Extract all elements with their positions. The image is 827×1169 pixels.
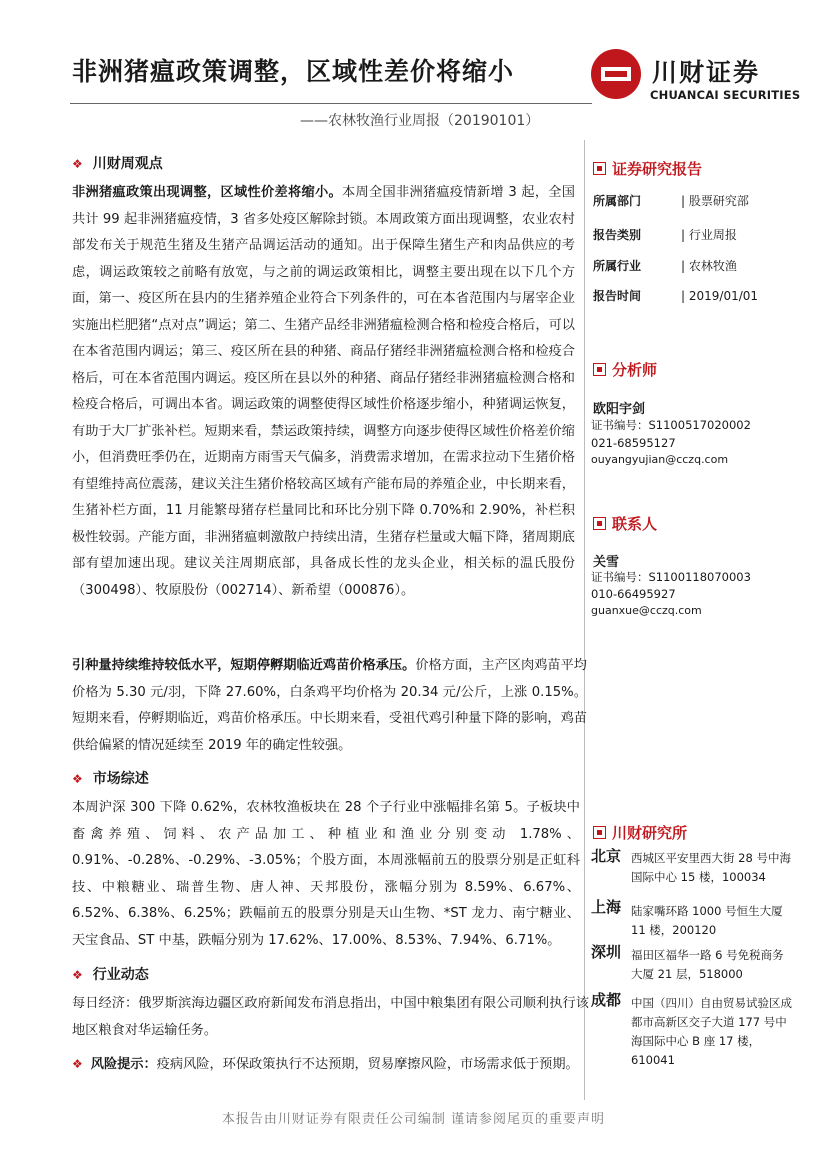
info-value: | 农林牧渔 bbox=[681, 259, 737, 273]
square-bullet-icon bbox=[593, 826, 606, 839]
info-row-department bbox=[593, 192, 793, 209]
sidebar-heading-text: 分析师 bbox=[612, 361, 658, 379]
header-divider bbox=[70, 103, 592, 104]
section-title: 川财周观点 bbox=[92, 156, 163, 172]
sidebar-heading-text: 证券研究报告 bbox=[612, 160, 703, 178]
office-city: 成都 bbox=[591, 991, 622, 1009]
logo-text-en: CHUANCAI SECURITIES bbox=[650, 88, 801, 102]
sidebar-heading-text: 川财研究所 bbox=[612, 824, 688, 842]
logo-text-cn: 川财证券 bbox=[652, 58, 761, 87]
page-subtitle: ——农林牧渔行业周报（20190101） bbox=[300, 113, 540, 129]
office-city: 上海 bbox=[591, 898, 622, 916]
paragraph-body: 价格方面，主产区肉鸡苗平均价格为 5.30 元/羽，下降 27.60%，白条鸡平均价格为 20.34 元/公斤，上涨 0.15%。短期来看，停孵期临近，鸡苗价格承压。中长期来看，受祖代鸡引种量下降的影响，鸡苗供给偏紧的情况延续至 2019 年的确定性较强。 bbox=[72, 658, 587, 753]
info-value: | 股票研究部 bbox=[681, 194, 749, 208]
paragraph-body: 每日经济：俄罗斯滨海边疆区政府新闻发布消息指出，中国中粮集团有限公司顺利执行该地区粮食对华运输任务。 bbox=[72, 996, 589, 1038]
column-divider bbox=[584, 140, 585, 1100]
info-row-type bbox=[593, 226, 793, 243]
square-bullet-icon bbox=[593, 363, 606, 376]
info-label: 报告时间 bbox=[593, 289, 642, 303]
paragraph-lead: 非洲猪瘟政策出现调整，区域性价差将缩小。 bbox=[72, 185, 342, 200]
page-title: 非洲猪瘟政策调整，区域性差价将缩小 bbox=[72, 57, 515, 86]
info-row-industry bbox=[593, 257, 793, 274]
diamond-bullet-icon: ❖ bbox=[72, 968, 83, 982]
square-bullet-icon bbox=[593, 162, 606, 175]
sidebar-heading-text: 联系人 bbox=[612, 515, 658, 533]
industry-paragraph bbox=[72, 991, 589, 1044]
analyst-email[interactable]: ouyangyujian@cczq.com bbox=[591, 453, 729, 466]
info-label: 所属行业 bbox=[593, 259, 642, 273]
info-label: 报告类别 bbox=[593, 228, 642, 242]
risk-paragraph bbox=[72, 1051, 589, 1079]
info-label: 所属部门 bbox=[593, 194, 642, 208]
paragraph-body: 本周沪深 300 下降 0.62%，农林牧渔板块在 28 个子行业中涨幅排名第 5。子板块中畜禽养殖、饲料、农产品加工、种植业和渔业分别变动 1.78%、0.91%、-0.28%、-0.29%、-3.05%；个股方面，本周涨幅前五的股票分别是正虹科技、中粮糖业、瑞普生物、唐人神、天邦股份，涨幅分别为 8.59%、6.67%、6.52%、6.38%、6.25%；跌幅前五的股票分别是天山生物、*ST 龙力、南宁糖业、天宝食品、ST 中基，跌幅分别为 17.62%、17.00%、8.53%、7.94%、6.71%。 bbox=[72, 800, 580, 948]
paragraph-lead: 引种量持续维持较低水平，短期停孵期临近鸡苗价格承压。 bbox=[72, 658, 416, 673]
office-address: 福田区福华一路 6 号免税商务大厦 21 层，518000 bbox=[631, 948, 784, 981]
analyst-name: 欧阳宇剑 bbox=[593, 402, 646, 417]
diamond-bullet-icon: ❖ bbox=[72, 772, 83, 786]
logo-mark-icon bbox=[590, 48, 642, 100]
sidebar-heading-report bbox=[593, 158, 702, 179]
page-footer: 本报告由川财证券有限责任公司编制 谨请参阅尾页的重要声明 bbox=[221, 1112, 606, 1127]
market-paragraph bbox=[72, 795, 580, 954]
office-address: 中国（四川）自由贸易试验区成都市高新区交子大道 177 号中海国际中心 B 座 17 楼，610041 bbox=[631, 996, 792, 1067]
sidebar-heading-institute bbox=[593, 822, 687, 843]
info-value: | 行业周报 bbox=[681, 228, 737, 242]
square-bullet-icon bbox=[593, 517, 606, 530]
diamond-bullet-icon: ❖ bbox=[72, 157, 83, 171]
section-heading-views bbox=[72, 153, 163, 173]
contact-phone: 010-66495927 bbox=[591, 587, 676, 601]
contact-email[interactable]: guanxue@cczq.com bbox=[591, 604, 702, 617]
section-heading-market bbox=[72, 768, 149, 788]
views-paragraph-2 bbox=[72, 653, 587, 759]
views-paragraph-1 bbox=[72, 180, 575, 604]
office-address: 西城区平安里西大街 28 号中海国际中心 15 楼，100034 bbox=[631, 851, 791, 884]
office-city: 深圳 bbox=[591, 943, 622, 961]
risk-label: 风险提示： bbox=[90, 1057, 157, 1072]
contact-name: 关雪 bbox=[593, 555, 620, 570]
company-logo bbox=[590, 48, 801, 108]
sidebar-heading-contact bbox=[593, 513, 657, 534]
analyst-cert: 证书编号：S1100517020002 bbox=[591, 418, 751, 432]
section-title: 行业动态 bbox=[92, 967, 149, 983]
sidebar-heading-analyst bbox=[593, 359, 657, 380]
diamond-bullet-icon: ❖ bbox=[72, 1057, 83, 1071]
office-city: 北京 bbox=[591, 847, 622, 865]
contact-cert: 证书编号：S1100118070003 bbox=[591, 570, 751, 584]
paragraph-body: 本周全国非洲猪瘟疫情新增 3 起，全国共计 99 起非洲猪瘟疫情，3 省多处疫区解除封锁。本周政策方面出现调整，农业农村部发布关于规范生猪及生猪产品调运活动的通知。出于保障生猪生产和肉品供应的考虑，调运政策较之前略有放宽，与之前的调运政策相比，调整主要出现在以下几个方面，第一、疫区所在县内的生猪养殖企业符合下列条件的，可在本省范围内与屠宰企业实施出栏肥猪“点对点”调运；第二、生猪产品经非洲猪瘟检测合格和检疫合格后，可以在本省范围内调运；第三、疫区所在县的种猪、商品仔猪经非洲猪瘟检测合格和检疫合格后，可在本省范围内调运。疫区所在县以外的种猪、商品仔猪经非洲猪瘟检测合格和检疫合格后，可调出本省。调运政策的调整使得区域性价格逐步缩小，种猪调运恢复，有助于大厂扩张补栏。短期来看，禁运政策持续，调整方向逐步使得区域性价格差价缩小，但消费旺季仍在，近期南方雨雪天气偏多，消费需求增加，在需求拉动下生猪价格有望维持高位震荡，建议关注生猪价格较高区域有产能布局的养殖企业，中长期来看，生猪补栏方面，11 月能繁母猪存栏量同比和环比分别下降 0.70%和 2.90%，补栏积极性较弱。产能方面，非洲猪瘟刺激散户持续出清，生猪存栏量或大幅下降，猪周期底部有望加速出现。建议关注周期底部，具备成长性的龙头企业，相关标的温氏股份（300498）、牧原股份（002714）、新希望（000876）。 bbox=[72, 185, 575, 598]
info-row-date bbox=[593, 287, 793, 304]
section-title: 市场综述 bbox=[92, 771, 149, 787]
analyst-phone: 021-68595127 bbox=[591, 436, 676, 450]
section-heading-industry bbox=[72, 964, 149, 984]
info-value: | 2019/01/01 bbox=[681, 289, 759, 303]
paragraph-body: 疫病风险，环保政策执行不达预期，贸易摩擦风险，市场需求低于预期。 bbox=[156, 1057, 579, 1072]
office-address: 陆家嘴环路 1000 号恒生大厦 11 楼，200120 bbox=[631, 904, 783, 937]
